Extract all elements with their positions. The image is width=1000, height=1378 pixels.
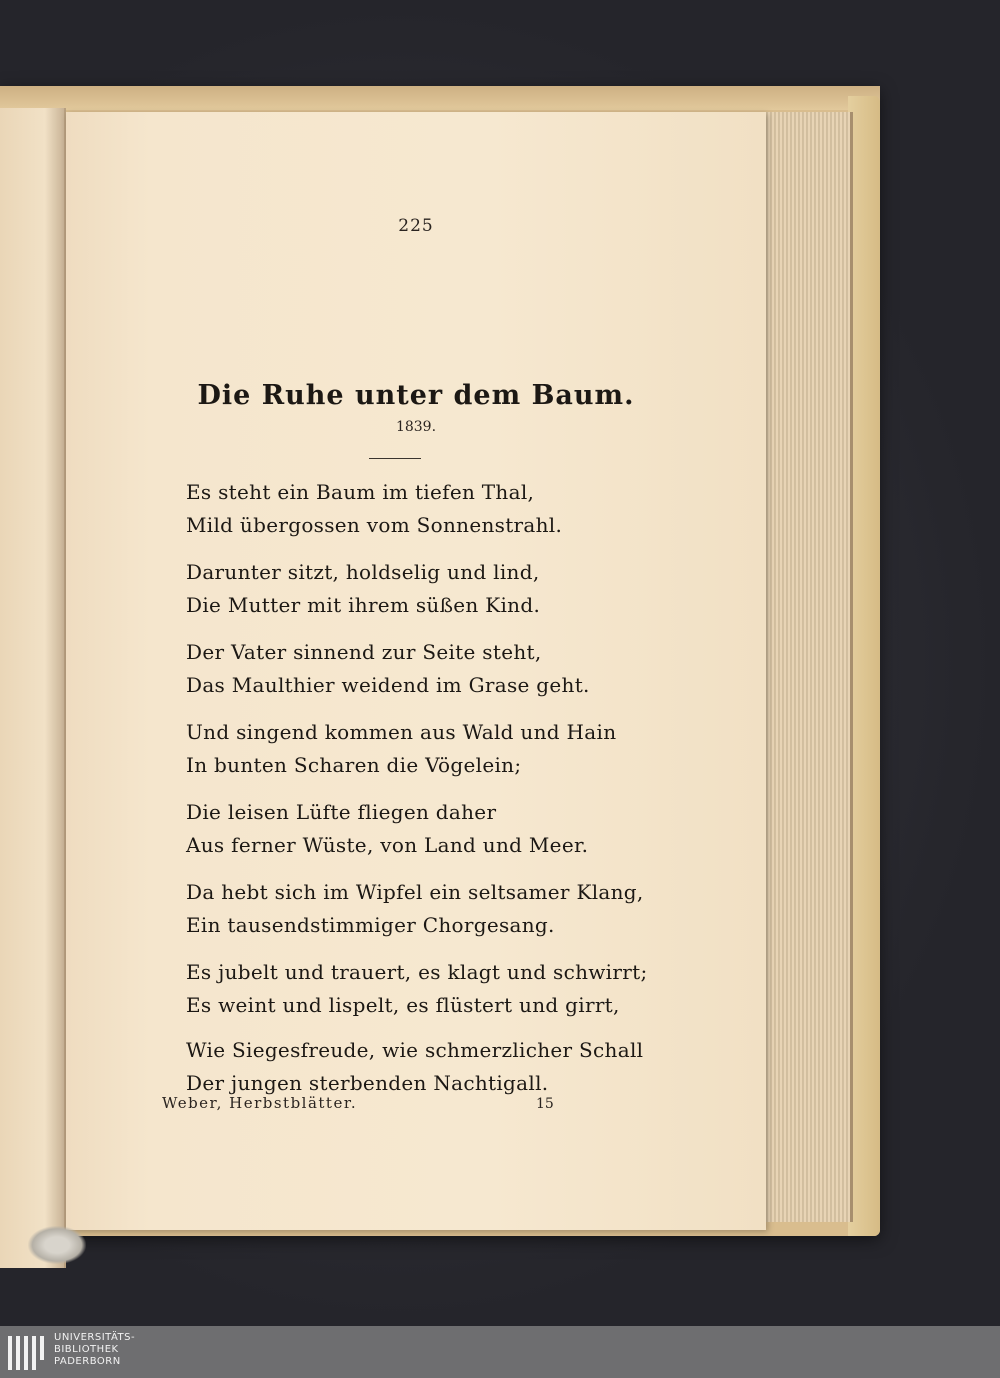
stanza-8 xyxy=(186,1034,706,1100)
verse-line: Wie Siegesfreude, wie schmerzlicher Schall xyxy=(186,1038,644,1062)
library-name-line: UNIVERSITÄTS- xyxy=(54,1332,136,1343)
stanza-4 xyxy=(186,716,706,782)
verse-line: Die Mutter mit ihrem süßen Kind. xyxy=(186,593,541,617)
stanza-5 xyxy=(186,796,706,862)
library-name-line: PADERBORN xyxy=(54,1356,121,1367)
library-name xyxy=(54,1332,135,1368)
left-page-edge xyxy=(0,108,66,1268)
verse-line: Der Vater sinnend zur Seite steht, xyxy=(186,640,542,664)
verse-line: Mild übergossen vom Sonnenstrahl. xyxy=(186,513,563,537)
verse-line: Aus ferner Wüste, von Land und Meer. xyxy=(186,833,589,857)
verse-line: Das Maulthier weidend im Grase geht. xyxy=(186,673,590,697)
verse-line: Der jungen sterbenden Nachtigall. xyxy=(186,1071,549,1095)
stanza-7 xyxy=(186,956,706,1022)
verse-line: Es jubelt und trauert, es klagt und schwirrt; xyxy=(186,960,648,984)
stanza-1 xyxy=(186,476,706,542)
library-logo-icon xyxy=(8,1336,46,1370)
verse-line: Die leisen Lüfte fliegen daher xyxy=(186,800,497,824)
signature-mark-title: Weber, Herbstblätter. xyxy=(162,1094,358,1112)
stanza-3 xyxy=(186,636,706,702)
verse-line: Es steht ein Baum im tiefen Thal, xyxy=(186,480,535,504)
library-name-line: BIBLIOTHEK xyxy=(54,1344,119,1355)
poem-title: Die Ruhe unter dem Baum. xyxy=(197,380,635,411)
signature-mark-number: 15 xyxy=(536,1096,554,1112)
verse-line: In bunten Scharen die Vögelein; xyxy=(186,753,522,777)
page-stack-edge xyxy=(760,112,853,1222)
poem-year: 1839. xyxy=(395,419,437,435)
library-footer xyxy=(0,1326,1000,1378)
title-divider xyxy=(369,458,421,459)
verse-line: Da hebt sich im Wipfel ein seltsamer Klang, xyxy=(186,880,644,904)
verse-line: Ein tausendstimmiger Chorgesang. xyxy=(186,913,555,937)
book-page xyxy=(66,112,766,1230)
book-cover-top-edge xyxy=(0,86,880,110)
verse-line: Darunter sitzt, holdselig und lind, xyxy=(186,560,540,584)
bookmark-ribbon xyxy=(28,1226,86,1264)
page-number: 225 xyxy=(398,216,434,236)
verse-line: Und singend kommen aus Wald und Hain xyxy=(186,720,617,744)
stanza-6 xyxy=(186,876,706,942)
stanza-2 xyxy=(186,556,706,622)
verse-line: Es weint und lispelt, es flüstert und girrt, xyxy=(186,993,620,1017)
